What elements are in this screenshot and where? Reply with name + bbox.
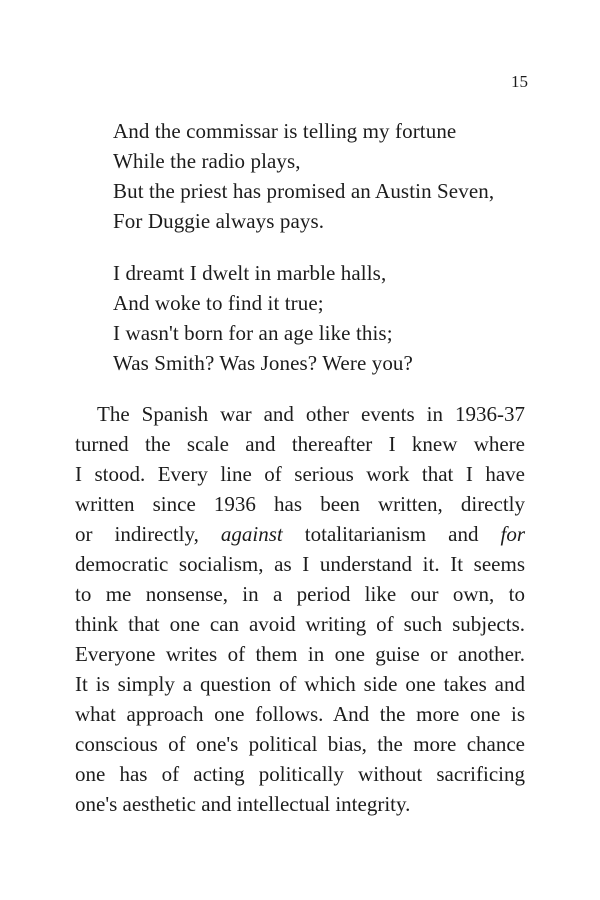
prose-line: conscious of one's political bias, the more chance [75,732,525,756]
prose-line: I stood. Every line of serious work that I have [75,462,525,486]
prose-line: written since 1936 has been written, directly [75,492,525,516]
prose-paragraph [75,399,525,819]
poem-stanza [113,258,413,378]
verse-line: For Duggie always pays. [113,209,325,233]
prose-line: democratic socialism, as I understand it. It seems [75,552,525,576]
prose-line: The Spanish war and other events in 1936-37 [97,402,525,426]
prose-line: Everyone writes of them in one guise or another. [75,642,525,666]
prose-line: one's aesthetic and intellectual integrity. [75,792,411,816]
verse-line: I wasn't born for an age like this; [113,321,393,345]
prose-line: one has of acting politically without sacrificing [75,762,525,786]
verse-line: I dreamt I dwelt in marble halls, [113,261,387,285]
verse-line: While the radio plays, [113,149,301,173]
prose-line: It is simply a question of which side one takes and [75,672,525,696]
poem-stanza [113,116,494,236]
prose-line: what approach one follows. And the more one is [75,702,525,726]
prose-line: turned the scale and thereafter I knew where [75,432,525,456]
prose-text: or indirectly, [75,522,221,546]
prose-text: totalitarianism and [282,522,501,546]
verse-line: And woke to find it true; [113,291,324,315]
page-number: 15 [511,72,528,91]
verse-line: And the commissar is telling my fortune [113,119,457,143]
prose-line: think that one can avoid writing of such subjects. [75,612,525,636]
emphasized-word: for [500,522,525,546]
verse-line: But the priest has promised an Austin Seven, [113,179,495,203]
verse-line: Was Smith? Was Jones? Were you? [113,351,413,375]
prose-line [75,519,525,549]
emphasized-word: against [220,522,283,546]
prose-line: to me nonsense, in a period like our own, to [75,582,525,606]
